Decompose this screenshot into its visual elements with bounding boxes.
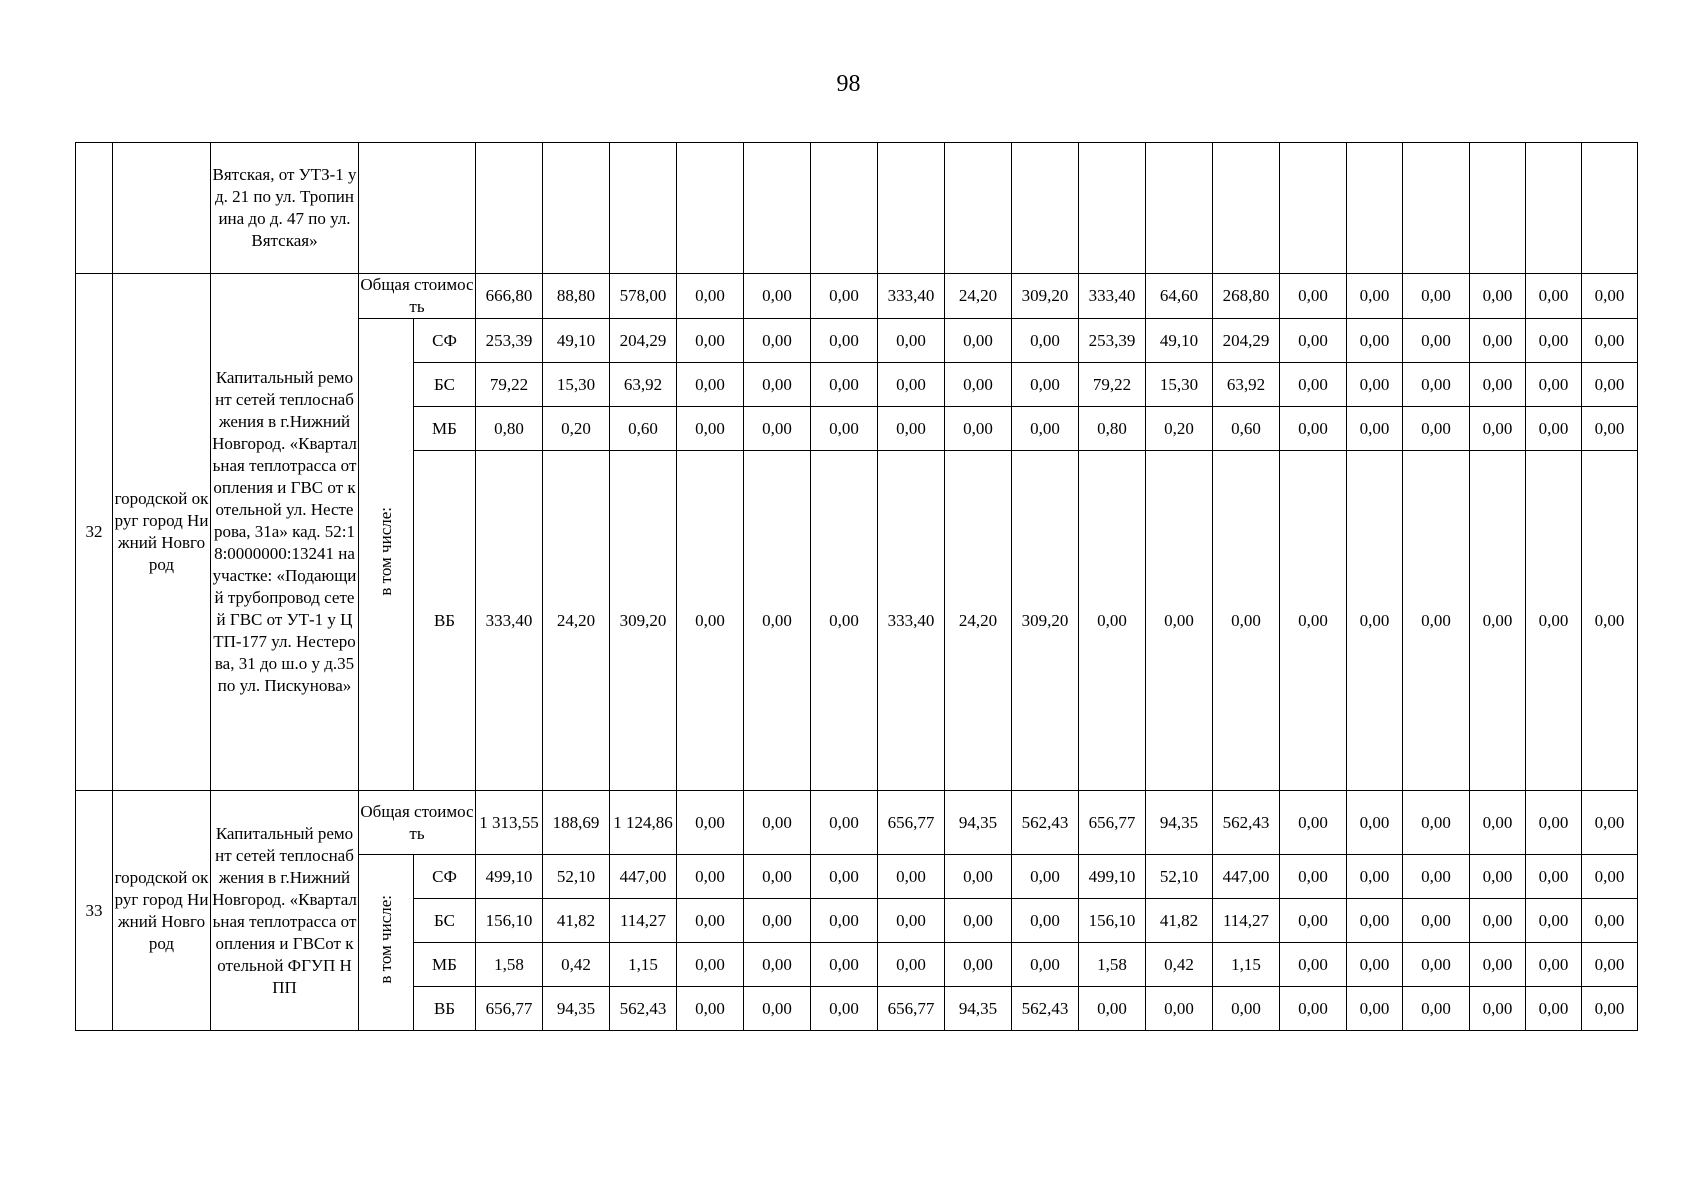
value-cell: 52,10 [543, 855, 610, 899]
funding-source-label: ВБ [414, 451, 476, 791]
funding-source-label: БС [414, 363, 476, 407]
value-cell: 0,00 [744, 407, 811, 451]
value-cell: 0,00 [744, 987, 811, 1031]
value-cell: 15,30 [1146, 363, 1213, 407]
value-cell: 0,00 [1280, 407, 1347, 451]
value-cell: 333,40 [878, 274, 945, 319]
value-cell: 0,00 [677, 987, 744, 1031]
value-cell [1012, 143, 1079, 274]
value-cell: 0,00 [1526, 363, 1582, 407]
including-label: в том числе: [376, 507, 395, 596]
value-cell: 562,43 [1213, 791, 1280, 855]
value-cell: 309,20 [610, 451, 677, 791]
value-cell: 0,00 [1012, 943, 1079, 987]
value-cell: 0,20 [543, 407, 610, 451]
value-cell: 0,00 [1280, 791, 1347, 855]
value-cell: 0,00 [945, 363, 1012, 407]
value-cell: 0,00 [1280, 987, 1347, 1031]
value-cell: 0,00 [1582, 855, 1638, 899]
value-cell: 0,00 [1470, 943, 1526, 987]
municipality-cell: городской округ город Нижний Новгород [113, 274, 211, 791]
page-number: 98 [836, 71, 861, 97]
funding-source-label: МБ [414, 943, 476, 987]
value-cell: 0,00 [1470, 855, 1526, 899]
value-cell [610, 143, 677, 274]
value-cell: 0,00 [677, 319, 744, 363]
value-cell: 0,00 [878, 319, 945, 363]
value-cell: 1,58 [1079, 943, 1146, 987]
value-cell: 24,20 [945, 274, 1012, 319]
value-cell: 656,77 [476, 987, 543, 1031]
value-cell: 0,00 [677, 451, 744, 791]
value-cell [1470, 143, 1526, 274]
value-cell: 0,00 [677, 943, 744, 987]
table-row-project-total [76, 274, 1638, 319]
value-cell: 253,39 [476, 319, 543, 363]
value-cell: 0,00 [1582, 987, 1638, 1031]
value-cell: 0,00 [1347, 274, 1403, 319]
value-cell [476, 143, 543, 274]
value-cell [1526, 143, 1582, 274]
value-cell: 0,00 [945, 943, 1012, 987]
value-cell [1213, 143, 1280, 274]
value-cell: 114,27 [1213, 899, 1280, 943]
value-cell: 0,00 [1347, 899, 1403, 943]
value-cell: 0,60 [610, 407, 677, 451]
value-cell: 49,10 [543, 319, 610, 363]
value-cell: 0,00 [744, 451, 811, 791]
table-row-continuation [76, 143, 1638, 274]
value-cell: 0,00 [945, 407, 1012, 451]
value-cell: 0,00 [1403, 899, 1470, 943]
value-cell: 0,00 [878, 363, 945, 407]
value-cell [811, 143, 878, 274]
value-cell: 0,42 [1146, 943, 1213, 987]
value-cell: 0,00 [1079, 451, 1146, 791]
value-cell [1582, 143, 1638, 274]
value-cell: 204,29 [1213, 319, 1280, 363]
value-cell: 0,00 [744, 855, 811, 899]
value-cell: 0,00 [1213, 451, 1280, 791]
value-cell: 656,77 [1079, 791, 1146, 855]
value-cell: 1 313,55 [476, 791, 543, 855]
value-cell: 0,00 [878, 407, 945, 451]
value-cell: 0,00 [1347, 987, 1403, 1031]
value-cell: 0,00 [1582, 791, 1638, 855]
value-cell [543, 143, 610, 274]
value-cell: 114,27 [610, 899, 677, 943]
value-cell: 0,00 [1470, 274, 1526, 319]
value-cell: 0,00 [1470, 791, 1526, 855]
value-cell: 0,00 [1012, 407, 1079, 451]
value-cell: 0,00 [677, 274, 744, 319]
value-cell: 562,43 [1012, 987, 1079, 1031]
value-cell: 156,10 [476, 899, 543, 943]
value-cell: 0,00 [811, 855, 878, 899]
value-cell: 0,00 [811, 451, 878, 791]
value-cell: 15,30 [543, 363, 610, 407]
value-cell: 0,00 [1347, 407, 1403, 451]
funding-source-label: МБ [414, 407, 476, 451]
value-cell [744, 143, 811, 274]
value-cell: 0,00 [1280, 855, 1347, 899]
row-number-cell: 33 [76, 791, 113, 1031]
value-cell: 0,00 [1526, 274, 1582, 319]
budget-table [75, 142, 1638, 1031]
value-cell: 562,43 [610, 987, 677, 1031]
value-cell: 0,00 [945, 319, 1012, 363]
value-cell: 0,00 [1280, 274, 1347, 319]
value-cell: 0,42 [543, 943, 610, 987]
source-cell [359, 143, 476, 274]
value-cell: 0,00 [677, 407, 744, 451]
value-cell: 0,20 [1146, 407, 1213, 451]
value-cell: 0,00 [1582, 363, 1638, 407]
value-cell: 94,35 [1146, 791, 1213, 855]
value-cell: 0,00 [1582, 319, 1638, 363]
value-cell: 0,00 [1347, 791, 1403, 855]
row-number-cell: 32 [76, 274, 113, 791]
value-cell: 63,92 [1213, 363, 1280, 407]
value-cell: 0,00 [1526, 791, 1582, 855]
value-cell: 0,00 [677, 791, 744, 855]
value-cell: 0,80 [1079, 407, 1146, 451]
value-cell: 0,00 [1403, 987, 1470, 1031]
value-cell: 0,00 [1012, 319, 1079, 363]
value-cell: 0,00 [811, 987, 878, 1031]
value-cell: 0,00 [1347, 319, 1403, 363]
value-cell: 41,82 [543, 899, 610, 943]
value-cell: 94,35 [543, 987, 610, 1031]
value-cell: 24,20 [945, 451, 1012, 791]
value-cell: 0,00 [1146, 987, 1213, 1031]
value-cell: 0,00 [1347, 855, 1403, 899]
value-cell: 0,00 [1146, 451, 1213, 791]
value-cell: 0,00 [1582, 274, 1638, 319]
municipality-cell: городской округ город Нижний Новгород [113, 791, 211, 1031]
value-cell: 0,00 [744, 899, 811, 943]
value-cell: 0,00 [878, 899, 945, 943]
total-cost-label: Общая стоимость [359, 791, 476, 855]
value-cell: 0,00 [1582, 407, 1638, 451]
value-cell: 1,15 [1213, 943, 1280, 987]
value-cell: 94,35 [945, 791, 1012, 855]
table-row-project-total [76, 791, 1638, 855]
value-cell: 0,00 [744, 274, 811, 319]
including-label-cell [359, 855, 414, 1031]
value-cell [945, 143, 1012, 274]
value-cell: 447,00 [1213, 855, 1280, 899]
including-label: в том числе: [376, 895, 395, 984]
value-cell: 0,00 [1347, 363, 1403, 407]
value-cell [1347, 143, 1403, 274]
value-cell: 0,00 [811, 319, 878, 363]
value-cell: 1,15 [610, 943, 677, 987]
value-cell: 0,00 [1526, 407, 1582, 451]
value-cell [1146, 143, 1213, 274]
value-cell: 0,00 [1347, 451, 1403, 791]
value-cell: 0,00 [1012, 855, 1079, 899]
value-cell: 0,00 [1280, 319, 1347, 363]
value-cell: 0,00 [1280, 363, 1347, 407]
value-cell: 0,00 [1012, 899, 1079, 943]
value-cell: 0,00 [945, 855, 1012, 899]
total-cost-label: Общая стоимость [359, 274, 476, 319]
value-cell: 0,00 [1470, 319, 1526, 363]
value-cell: 656,77 [878, 791, 945, 855]
value-cell: 52,10 [1146, 855, 1213, 899]
value-cell: 0,60 [1213, 407, 1280, 451]
value-cell: 333,40 [878, 451, 945, 791]
value-cell: 268,80 [1213, 274, 1280, 319]
value-cell: 578,00 [610, 274, 677, 319]
value-cell: 499,10 [1079, 855, 1146, 899]
value-cell: 333,40 [1079, 274, 1146, 319]
funding-source-label: СФ [414, 855, 476, 899]
project-name-cell: Капитальный ремонт сетей теплоснабжения в г.Нижний Новгород. «Квартальная теплотрасса отопления и ГВСот котельной ФГУП НПП [211, 791, 359, 1031]
value-cell: 156,10 [1079, 899, 1146, 943]
value-cell: 333,40 [476, 451, 543, 791]
value-cell: 0,00 [811, 407, 878, 451]
value-cell: 88,80 [543, 274, 610, 319]
value-cell [1079, 143, 1146, 274]
row-number-cell [76, 143, 113, 274]
value-cell: 1 124,86 [610, 791, 677, 855]
value-cell: 0,00 [1012, 363, 1079, 407]
value-cell: 0,00 [1526, 899, 1582, 943]
value-cell: 309,20 [1012, 274, 1079, 319]
funding-source-label: ВБ [414, 987, 476, 1031]
value-cell: 64,60 [1146, 274, 1213, 319]
value-cell: 0,00 [1403, 363, 1470, 407]
value-cell: 49,10 [1146, 319, 1213, 363]
value-cell: 0,00 [811, 274, 878, 319]
project-name-cell: Капитальный ремонт сетей теплоснабжения в г.Нижний Новгород. «Квартальная теплотрасса отопления и ГВС от котельной ул. Нестерова, 31а» кад. 52:18:0000000:13241 на участке: «Подающий трубопровод сетей ГВС от УТ-1 у ЦТП-177 ул. Нестерова, 31 до ш.о у д.35 по ул. Пискунова» [211, 274, 359, 791]
value-cell: 0,00 [1213, 987, 1280, 1031]
value-cell: 63,92 [610, 363, 677, 407]
value-cell: 0,00 [1403, 274, 1470, 319]
funding-source-label: БС [414, 899, 476, 943]
value-cell: 0,00 [677, 855, 744, 899]
value-cell: 0,00 [1403, 791, 1470, 855]
value-cell: 41,82 [1146, 899, 1213, 943]
value-cell: 0,00 [1403, 855, 1470, 899]
value-cell: 0,00 [1582, 899, 1638, 943]
value-cell: 0,00 [1582, 451, 1638, 791]
value-cell: 0,00 [811, 791, 878, 855]
value-cell: 79,22 [1079, 363, 1146, 407]
value-cell: 447,00 [610, 855, 677, 899]
value-cell: 0,00 [1526, 943, 1582, 987]
project-name-cell: Вятская, от УТЗ-1 у д. 21 по ул. Тропинина до д. 47 по ул. Вятская» [211, 143, 359, 274]
value-cell: 0,00 [1526, 855, 1582, 899]
value-cell: 562,43 [1012, 791, 1079, 855]
value-cell: 0,00 [878, 855, 945, 899]
value-cell: 0,00 [811, 899, 878, 943]
value-cell: 0,00 [1280, 943, 1347, 987]
value-cell: 0,00 [744, 943, 811, 987]
value-cell: 0,00 [744, 363, 811, 407]
value-cell: 309,20 [1012, 451, 1079, 791]
value-cell: 0,00 [677, 363, 744, 407]
value-cell: 0,00 [1280, 451, 1347, 791]
value-cell: 0,00 [878, 943, 945, 987]
funding-source-label: СФ [414, 319, 476, 363]
value-cell: 0,00 [811, 943, 878, 987]
value-cell: 0,00 [1526, 987, 1582, 1031]
value-cell: 0,00 [1526, 451, 1582, 791]
value-cell: 0,00 [1470, 407, 1526, 451]
value-cell: 0,00 [1403, 943, 1470, 987]
value-cell: 0,00 [1280, 899, 1347, 943]
value-cell [1403, 143, 1470, 274]
value-cell: 0,00 [1403, 451, 1470, 791]
value-cell: 0,00 [1582, 943, 1638, 987]
value-cell: 0,00 [1470, 987, 1526, 1031]
value-cell: 656,77 [878, 987, 945, 1031]
value-cell [878, 143, 945, 274]
value-cell: 0,00 [1526, 319, 1582, 363]
value-cell: 204,29 [610, 319, 677, 363]
value-cell: 0,80 [476, 407, 543, 451]
including-label-cell [359, 319, 414, 791]
municipality-cell [113, 143, 211, 274]
value-cell: 253,39 [1079, 319, 1146, 363]
value-cell [1280, 143, 1347, 274]
value-cell: 0,00 [1403, 407, 1470, 451]
value-cell: 188,69 [543, 791, 610, 855]
value-cell: 0,00 [811, 363, 878, 407]
value-cell: 0,00 [1470, 451, 1526, 791]
value-cell: 0,00 [1470, 899, 1526, 943]
value-cell: 24,20 [543, 451, 610, 791]
value-cell: 0,00 [1347, 943, 1403, 987]
value-cell [677, 143, 744, 274]
value-cell: 1,58 [476, 943, 543, 987]
value-cell: 94,35 [945, 987, 1012, 1031]
value-cell: 0,00 [677, 899, 744, 943]
value-cell: 0,00 [744, 791, 811, 855]
value-cell: 0,00 [945, 899, 1012, 943]
value-cell: 0,00 [744, 319, 811, 363]
value-cell: 0,00 [1403, 319, 1470, 363]
value-cell: 79,22 [476, 363, 543, 407]
value-cell: 0,00 [1470, 363, 1526, 407]
value-cell: 0,00 [1079, 987, 1146, 1031]
value-cell: 499,10 [476, 855, 543, 899]
value-cell: 666,80 [476, 274, 543, 319]
